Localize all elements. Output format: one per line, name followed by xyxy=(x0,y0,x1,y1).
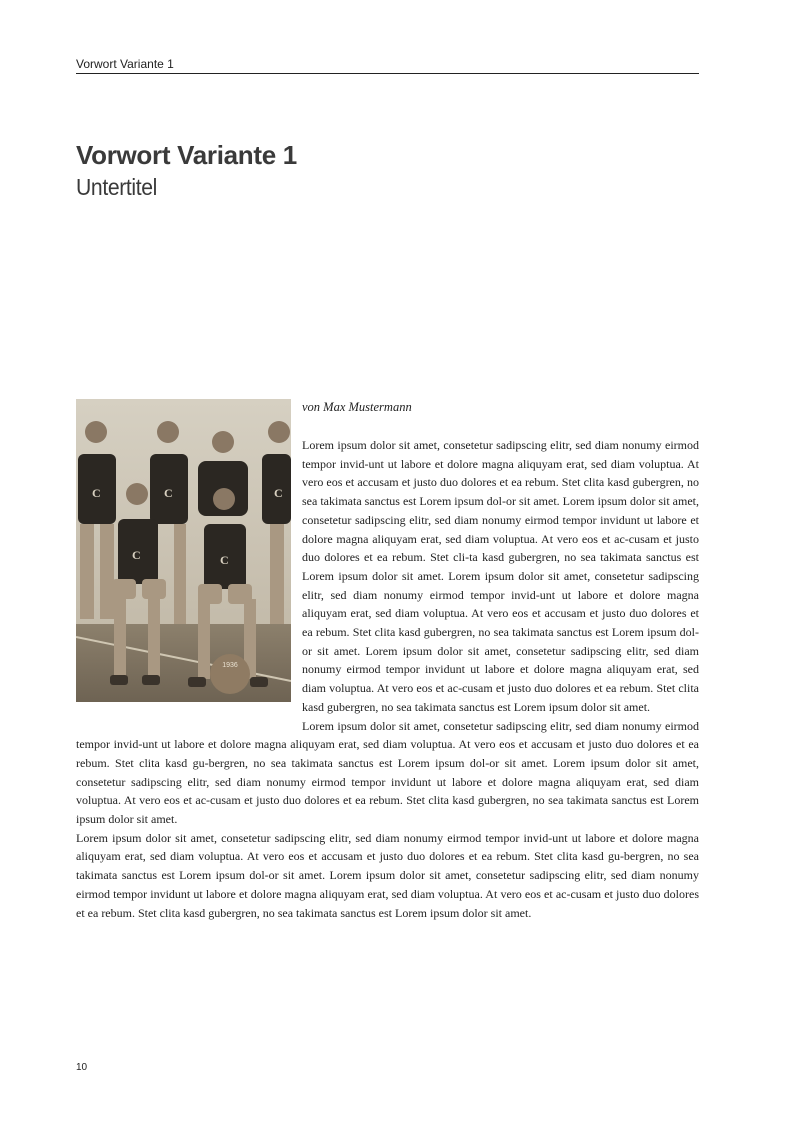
body-paragraph: Lorem ipsum dolor sit amet, consetetur sadipscing elitr, sed diam nonumy eirmod tempor invid-unt ut labore et dolore magna aliquyam erat, sed diam voluptua. At vero eos et accusam et justo duo dolores et ea rebum. Stet clita kasd gu-bergren, no sea takimata sanctus est Lorem ipsum dol-or sit amet. Lorem ipsum dolor sit amet, consetetur sadipscing elitr, sed diam nonumy eirmod tempor invidunt ut labore et dolore magna aliquyam erat, sed diam voluptua. At vero eos et ac-cusam et justo duo dolores et ea rebum. Stet clita kasd gubergren, no sea takimata sanctus est Lorem ipsum dolor sit amet. xyxy=(76,718,699,827)
jersey-letter: C xyxy=(274,486,283,500)
page-title: Vorwort Variante 1 xyxy=(76,140,297,170)
ball-text: 1936 xyxy=(222,662,238,669)
jersey-letter: C xyxy=(164,486,173,500)
body-paragraph: Lorem ipsum dolor sit amet, consetetur sadipscing elitr, sed diam nonumy eirmod tempor invid-unt ut labore et dolore magna aliquyam erat, sed diam voluptua. At vero eos et accusam et justo duo dolores et ea rebum. Stet clita kasd gu-bergren, no sea takimata sanctus est Lorem ipsum dol-or sit amet. Lorem ipsum dolor sit amet, consetetur sadipscing elitr, sed diam nonumy eirmod tempor invidunt ut labore et dolore magna aliquyam erat, sed diam voluptua. At vero eos et ac-cusam et justo duo dolores et ea rebum. Stet clita kasd gubergren, no sea takimata sanctus est Lorem ipsum dolor sit amet. xyxy=(76,830,699,920)
running-header: Vorwort Variante 1 xyxy=(76,57,699,74)
author-byline: von Max Mustermann xyxy=(302,400,412,414)
body-paragraph: Lorem ipsum dolor sit amet, consetetur sadipscing elitr, sed diam nonumy eirmod tempor invid-unt ut labore et dolore magna aliquyam erat, sed diam voluptua. At vero eos et accusam et justo duo dolores et ea rebum. Stet clita kasd gubergren, no sea takimata sanctus est Lorem ipsum dol-or sit amet. Lorem ipsum dolor sit amet, consetetur sadipscing elitr, sed diam nonumy eirmod tempor invidunt ut labore et dolore magna aliquyam erat, sed diam voluptua. At vero eos et ac-cusam et justo duo dolores et ea rebum. Stet cli-ta kasd gubergren, no sea takimata sanctus est Lorem ipsum dolor sit amet. Lorem ipsum dolor sit amet, consetetur sadipscing elitr, sed diam nonumy eirmod tempor invid-unt ut labore et dolore magna aliquyam erat, sed diam voluptua. At vero eos et accusam et justo duo dolores et ea rebum. Stet clita kasd gubergren, no sea takimata sanctus est Lorem ipsum dol-or sit amet. Lorem ipsum dolor sit amet, consetetur sadipscing elitr, sed diam nonumy eirmod tempor invidunt ut labore et dolore magna aliquyam erat, sed diam voluptua. At vero eos et ac-cusam et justo duo dolores et ea rebum. Stet clita kasd gubergren, no sea takimata sanctus est Lorem ipsum dolor sit amet. xyxy=(302,438,699,714)
page-subtitle: Untertitel xyxy=(76,174,158,200)
article-body xyxy=(76,436,699,922)
page-number: 10 xyxy=(76,1062,88,1073)
jersey-letter: C xyxy=(220,553,229,567)
jersey-letter: C xyxy=(132,548,141,562)
jersey-letter: C xyxy=(92,486,101,500)
image-float-spacer xyxy=(76,436,302,721)
